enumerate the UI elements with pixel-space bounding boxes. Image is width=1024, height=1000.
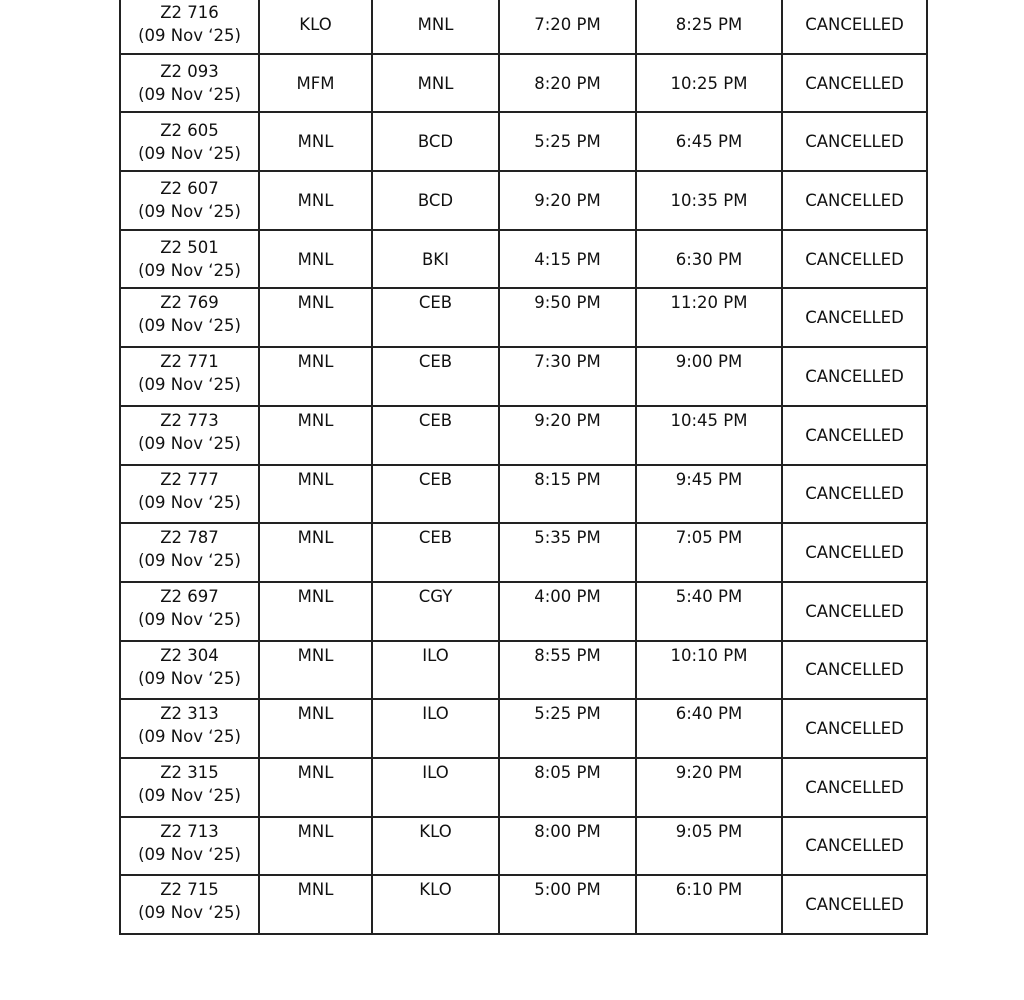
departure-time-cell: 8:05 PM	[499, 758, 636, 817]
flight-cell	[120, 288, 259, 347]
flight-date: (09 Nov ‘25)	[138, 85, 241, 105]
status-cell: CANCELLED	[782, 758, 927, 817]
departure-time-cell: 8:00 PM	[499, 817, 636, 876]
flight-date: (09 Nov ‘25)	[138, 785, 241, 805]
departure-time-cell: 9:20 PM	[499, 406, 636, 465]
flight-number: Z2 304	[160, 645, 219, 665]
origin-cell: KLO	[259, 0, 372, 54]
status-cell: CANCELLED	[782, 817, 927, 876]
flight-number: Z2 093	[160, 62, 219, 82]
origin-cell: MNL	[259, 406, 372, 465]
departure-time-cell: 8:15 PM	[499, 465, 636, 524]
status-cell: CANCELLED	[782, 582, 927, 641]
status-cell: CANCELLED	[782, 54, 927, 113]
status-cell: CANCELLED	[782, 171, 927, 230]
arrival-time-cell: 6:10 PM	[636, 875, 782, 934]
arrival-time-cell: 10:10 PM	[636, 641, 782, 700]
flight-date: (09 Nov ‘25)	[138, 668, 241, 688]
flight-cell	[120, 171, 259, 230]
flight-number: Z2 769	[160, 293, 219, 313]
flight-cell	[120, 465, 259, 524]
departure-time-cell: 4:00 PM	[499, 582, 636, 641]
flight-number: Z2 787	[160, 528, 219, 548]
flight-cell	[120, 0, 259, 54]
destination-cell: MNL	[372, 0, 499, 54]
table-row	[120, 875, 927, 934]
table-row	[120, 112, 927, 171]
status-cell: CANCELLED	[782, 0, 927, 54]
status-cell: CANCELLED	[782, 406, 927, 465]
flight-number: Z2 713	[160, 821, 219, 841]
status-cell: CANCELLED	[782, 523, 927, 582]
flight-number: Z2 607	[160, 179, 219, 199]
destination-cell: ILO	[372, 758, 499, 817]
table-row	[120, 171, 927, 230]
destination-cell: MNL	[372, 54, 499, 113]
table-row	[120, 699, 927, 758]
flight-cell	[120, 347, 259, 406]
flight-date: (09 Nov ‘25)	[138, 492, 241, 512]
flight-number: Z2 773	[160, 410, 219, 430]
departure-time-cell: 9:20 PM	[499, 171, 636, 230]
departure-time-cell: 8:20 PM	[499, 54, 636, 113]
departure-time-cell: 7:30 PM	[499, 347, 636, 406]
flight-date: (09 Nov ‘25)	[138, 609, 241, 629]
status-cell: CANCELLED	[782, 288, 927, 347]
status-cell: CANCELLED	[782, 112, 927, 171]
table-row	[120, 288, 927, 347]
arrival-time-cell: 6:30 PM	[636, 230, 782, 289]
table-row	[120, 347, 927, 406]
status-cell: CANCELLED	[782, 465, 927, 524]
destination-cell: BKI	[372, 230, 499, 289]
departure-time-cell: 8:55 PM	[499, 641, 636, 700]
departure-time-cell: 5:25 PM	[499, 699, 636, 758]
destination-cell: CEB	[372, 288, 499, 347]
flight-cell	[120, 758, 259, 817]
arrival-time-cell: 9:45 PM	[636, 465, 782, 524]
flight-number: Z2 313	[160, 704, 219, 724]
arrival-time-cell: 5:40 PM	[636, 582, 782, 641]
departure-time-cell: 4:15 PM	[499, 230, 636, 289]
flight-date: (09 Nov ‘25)	[138, 261, 241, 281]
destination-cell: CEB	[372, 523, 499, 582]
arrival-time-cell: 10:45 PM	[636, 406, 782, 465]
flight-date: (09 Nov ‘25)	[138, 26, 241, 46]
destination-cell: CEB	[372, 406, 499, 465]
origin-cell: MNL	[259, 875, 372, 934]
origin-cell: MNL	[259, 171, 372, 230]
flight-date: (09 Nov ‘25)	[138, 316, 241, 336]
flight-date: (09 Nov ‘25)	[138, 433, 241, 453]
status-cell: CANCELLED	[782, 230, 927, 289]
flight-number: Z2 605	[160, 120, 219, 140]
table-row	[120, 817, 927, 876]
destination-cell: KLO	[372, 875, 499, 934]
departure-time-cell: 5:00 PM	[499, 875, 636, 934]
arrival-time-cell: 6:40 PM	[636, 699, 782, 758]
destination-cell: BCD	[372, 112, 499, 171]
flight-cell	[120, 817, 259, 876]
flight-cell	[120, 641, 259, 700]
destination-cell: CGY	[372, 582, 499, 641]
flight-cell	[120, 112, 259, 171]
flight-cell	[120, 523, 259, 582]
destination-cell: KLO	[372, 817, 499, 876]
table-row	[120, 0, 927, 54]
departure-time-cell: 5:35 PM	[499, 523, 636, 582]
flight-date: (09 Nov ‘25)	[138, 727, 241, 747]
destination-cell: CEB	[372, 347, 499, 406]
arrival-time-cell: 10:35 PM	[636, 171, 782, 230]
origin-cell: MNL	[259, 465, 372, 524]
origin-cell: MNL	[259, 112, 372, 171]
flight-date: (09 Nov ‘25)	[138, 903, 241, 923]
flight-number: Z2 315	[160, 762, 219, 782]
arrival-time-cell: 9:00 PM	[636, 347, 782, 406]
flight-number: Z2 777	[160, 469, 219, 489]
status-cell: CANCELLED	[782, 699, 927, 758]
destination-cell: CEB	[372, 465, 499, 524]
arrival-time-cell: 10:25 PM	[636, 54, 782, 113]
flight-cell	[120, 582, 259, 641]
table-row	[120, 641, 927, 700]
table-row	[120, 758, 927, 817]
flight-cell	[120, 406, 259, 465]
flight-cell	[120, 699, 259, 758]
arrival-time-cell: 7:05 PM	[636, 523, 782, 582]
destination-cell: ILO	[372, 699, 499, 758]
destination-cell: BCD	[372, 171, 499, 230]
flight-date: (09 Nov ‘25)	[138, 375, 241, 395]
flight-date: (09 Nov ‘25)	[138, 551, 241, 571]
flight-number: Z2 771	[160, 352, 219, 372]
origin-cell: MNL	[259, 288, 372, 347]
origin-cell: MNL	[259, 817, 372, 876]
arrival-time-cell: 11:20 PM	[636, 288, 782, 347]
flight-cell	[120, 230, 259, 289]
arrival-time-cell: 9:20 PM	[636, 758, 782, 817]
table-row	[120, 465, 927, 524]
table-row	[120, 406, 927, 465]
table-row	[120, 54, 927, 113]
flight-cell	[120, 54, 259, 113]
arrival-time-cell: 8:25 PM	[636, 0, 782, 54]
status-cell: CANCELLED	[782, 347, 927, 406]
origin-cell: MNL	[259, 758, 372, 817]
table-row	[120, 230, 927, 289]
table-row	[120, 582, 927, 641]
table-row	[120, 523, 927, 582]
origin-cell: MNL	[259, 641, 372, 700]
destination-cell: ILO	[372, 641, 499, 700]
flight-number: Z2 501	[160, 238, 219, 258]
arrival-time-cell: 9:05 PM	[636, 817, 782, 876]
origin-cell: MNL	[259, 523, 372, 582]
cancelled-flights-table	[119, 0, 928, 935]
status-cell: CANCELLED	[782, 875, 927, 934]
departure-time-cell: 7:20 PM	[499, 0, 636, 54]
flight-date: (09 Nov ‘25)	[138, 143, 241, 163]
table-body	[120, 0, 927, 934]
flight-date: (09 Nov ‘25)	[138, 202, 241, 222]
arrival-time-cell: 6:45 PM	[636, 112, 782, 171]
origin-cell: MNL	[259, 699, 372, 758]
flight-number: Z2 716	[160, 3, 219, 23]
origin-cell: MNL	[259, 230, 372, 289]
origin-cell: MNL	[259, 582, 372, 641]
origin-cell: MNL	[259, 347, 372, 406]
departure-time-cell: 9:50 PM	[499, 288, 636, 347]
flight-number: Z2 697	[160, 586, 219, 606]
departure-time-cell: 5:25 PM	[499, 112, 636, 171]
status-cell: CANCELLED	[782, 641, 927, 700]
flight-cell	[120, 875, 259, 934]
flight-date: (09 Nov ‘25)	[138, 844, 241, 864]
flight-number: Z2 715	[160, 880, 219, 900]
origin-cell: MFM	[259, 54, 372, 113]
